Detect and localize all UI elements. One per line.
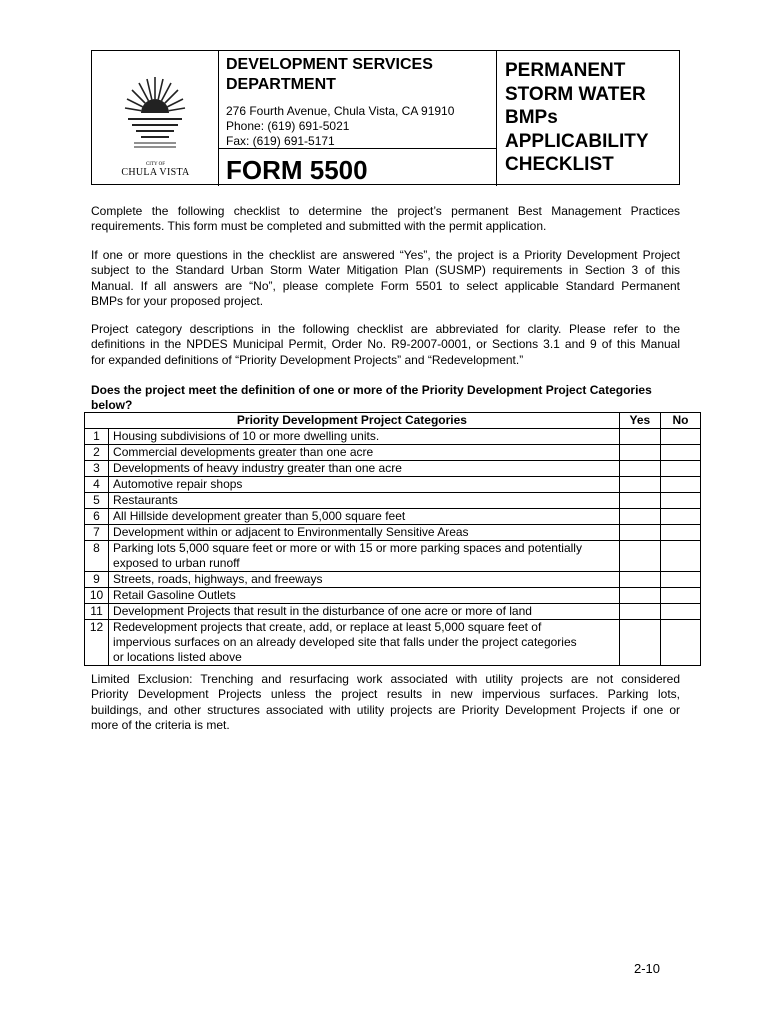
yes-checkbox-cell[interactable] xyxy=(619,429,660,445)
no-checkbox-cell[interactable] xyxy=(660,477,700,493)
row-number: 12 xyxy=(85,620,109,666)
yes-checkbox-cell[interactable] xyxy=(619,588,660,604)
row-category xyxy=(109,620,620,666)
row-number: 1 xyxy=(85,429,109,445)
text-line: for expanded definitions of “Priority Development Projects” and “Redevelopment.” xyxy=(91,352,524,367)
yes-checkbox-cell[interactable] xyxy=(619,541,660,572)
yes-checkbox-cell[interactable] xyxy=(619,493,660,509)
department-address xyxy=(226,104,454,149)
text-line: subject to the Standard Urban Storm Water Mitigation Plan (SUSMP) requirements in Section 3 of this xyxy=(91,263,680,278)
logo-cell xyxy=(92,51,219,186)
table-row xyxy=(85,620,701,666)
form-number: FORM 5500 xyxy=(226,155,368,185)
title-line: BMPs xyxy=(505,107,558,128)
yes-checkbox-cell[interactable] xyxy=(619,572,660,588)
row-number: 2 xyxy=(85,445,109,461)
row-number: 6 xyxy=(85,509,109,525)
text-line: Complete the following checklist to determine the project’s permanent Best Management Practices xyxy=(91,204,680,218)
department-cell xyxy=(219,51,497,186)
table-row xyxy=(85,493,701,509)
yes-checkbox-cell[interactable] xyxy=(619,477,660,493)
no-checkbox-cell[interactable] xyxy=(660,461,700,477)
row-number: 8 xyxy=(85,541,109,572)
row-category xyxy=(109,525,620,541)
category-line: Automotive repair shops xyxy=(113,477,243,491)
row-category xyxy=(109,493,620,509)
category-line: Restaurants xyxy=(113,493,178,507)
department-line: DEPARTMENT xyxy=(226,76,336,93)
category-line: or locations listed above xyxy=(113,650,242,664)
text-line: BMPs for your proposed project. xyxy=(91,294,264,309)
table-row xyxy=(85,604,701,620)
title-line: APPLICABILITY xyxy=(505,130,649,152)
category-line: Housing subdivisions of 10 or more dwelling units. xyxy=(113,429,380,443)
intro-paragraph-1 xyxy=(91,204,680,235)
table-row xyxy=(85,429,701,445)
category-line: Developments of heavy industry greater than one acre xyxy=(113,461,402,475)
table-header-row xyxy=(85,413,701,429)
question-line: below? xyxy=(91,398,133,413)
logo-city-of: CITY OF xyxy=(145,162,166,167)
row-number: 3 xyxy=(85,461,109,477)
logo-city-name: CHULA VISTA xyxy=(121,167,190,178)
yes-checkbox-cell[interactable] xyxy=(619,509,660,525)
no-checkbox-cell[interactable] xyxy=(660,620,700,666)
table-body xyxy=(85,429,701,666)
text-line: Limited Exclusion: Trenching and resurfacing work associated with utility projects are not considered xyxy=(91,672,680,686)
table-row xyxy=(85,572,701,588)
text-line: Manual. If all answers are “No”, please complete Form 5501 to select applicable Standard Permanent xyxy=(91,278,680,293)
category-line: Parking lots 5,000 square feet or more or with 15 or more parking spaces and potentially xyxy=(113,541,582,555)
row-number: 9 xyxy=(85,572,109,588)
row-number: 7 xyxy=(85,525,109,541)
category-line: impervious surfaces on an already developed site that falls under the project categories xyxy=(113,635,577,649)
phone-line: Phone: (619) 691-5021 xyxy=(226,119,350,133)
category-line: All Hillside development greater than 5,000 square feet xyxy=(113,509,406,523)
title-line: PERMANENT xyxy=(505,60,626,81)
form-title xyxy=(505,59,675,177)
category-line: Streets, roads, highways, and freeways xyxy=(113,572,323,586)
row-category xyxy=(109,477,620,493)
row-number: 11 xyxy=(85,604,109,620)
row-number: 5 xyxy=(85,493,109,509)
row-category xyxy=(109,429,620,445)
chula-vista-logo-icon xyxy=(114,71,196,161)
no-checkbox-cell[interactable] xyxy=(660,525,700,541)
priority-categories-table xyxy=(84,412,701,666)
row-number: 10 xyxy=(85,588,109,604)
department-info xyxy=(219,51,496,149)
row-category xyxy=(109,461,620,477)
department-name xyxy=(226,55,486,95)
address-line: 276 Fourth Avenue, Chula Vista, CA 91910 xyxy=(226,104,455,118)
row-category xyxy=(109,541,620,572)
yes-checkbox-cell[interactable] xyxy=(619,525,660,541)
page-number: 2-10 xyxy=(634,961,661,976)
row-category xyxy=(109,445,620,461)
no-checkbox-cell[interactable] xyxy=(660,509,700,525)
row-category xyxy=(109,509,620,525)
title-line: CHECKLIST xyxy=(505,154,614,175)
category-line: Development within or adjacent to Environmentally Sensitive Areas xyxy=(113,525,469,539)
text-line: requirements. This form must be completed and submitted with the permit application. xyxy=(91,219,547,234)
no-column-header: No xyxy=(660,413,700,429)
table-row xyxy=(85,477,701,493)
row-category xyxy=(109,588,620,604)
checklist-question xyxy=(91,383,691,414)
text-line: more of the criteria is met. xyxy=(91,718,230,733)
category-line: Retail Gasoline Outlets xyxy=(113,588,236,602)
table-row xyxy=(85,525,701,541)
limited-exclusion-paragraph xyxy=(91,672,680,734)
table-row xyxy=(85,541,701,572)
text-line: definitions in the NPDES Municipal Permit, Order No. R9-2007-0001, or Sections 3.1 and 9 of this Manual xyxy=(91,337,680,352)
form-header xyxy=(91,50,680,185)
text-line: Project category descriptions in the following checklist are abbreviated for clarity. Please refer to the xyxy=(91,322,680,336)
yes-checkbox-cell[interactable] xyxy=(619,461,660,477)
no-checkbox-cell[interactable] xyxy=(660,541,700,572)
question-line: Does the project meet the definition of one or more of the Priority Development Project Categories xyxy=(91,383,652,397)
no-checkbox-cell[interactable] xyxy=(660,429,700,445)
yes-checkbox-cell[interactable] xyxy=(619,604,660,620)
category-line: Redevelopment projects that create, add, or replace at least 5,000 square feet of xyxy=(113,620,542,634)
text-line: Priority Development Projects unless the project results in new impervious surfaces. Parking lots, xyxy=(91,687,680,702)
no-checkbox-cell[interactable] xyxy=(660,572,700,588)
table-row xyxy=(85,588,701,604)
no-checkbox-cell[interactable] xyxy=(660,588,700,604)
no-checkbox-cell[interactable] xyxy=(660,604,700,620)
yes-checkbox-cell[interactable] xyxy=(619,620,660,666)
row-number: 4 xyxy=(85,477,109,493)
category-line: Commercial developments greater than one acre xyxy=(113,445,374,459)
category-line: exposed to urban runoff xyxy=(113,556,240,570)
intro-paragraph-3 xyxy=(91,322,680,368)
fax-line: Fax: (619) 691-5171 xyxy=(226,134,335,148)
yes-column-header: Yes xyxy=(619,413,660,429)
table-row xyxy=(85,509,701,525)
text-line: If one or more questions in the checklist are answered “Yes”, the project is a Priority Development Project xyxy=(91,248,680,262)
department-line: DEVELOPMENT SERVICES xyxy=(226,56,433,73)
category-line: Development Projects that result in the disturbance of one acre or more of land xyxy=(113,604,532,618)
text-line: buildings, and other structures associated with utility projects are Priority Development Projects if one or xyxy=(91,702,680,717)
row-category xyxy=(109,604,620,620)
table-row xyxy=(85,445,701,461)
table-row xyxy=(85,461,701,477)
intro-paragraph-2 xyxy=(91,248,680,310)
row-category xyxy=(109,572,620,588)
yes-checkbox-cell[interactable] xyxy=(619,445,660,461)
title-line: STORM WATER xyxy=(505,83,646,105)
form-title-cell xyxy=(497,51,679,186)
no-checkbox-cell[interactable] xyxy=(660,445,700,461)
category-column-header: Priority Development Project Categories xyxy=(85,413,620,429)
no-checkbox-cell[interactable] xyxy=(660,493,700,509)
